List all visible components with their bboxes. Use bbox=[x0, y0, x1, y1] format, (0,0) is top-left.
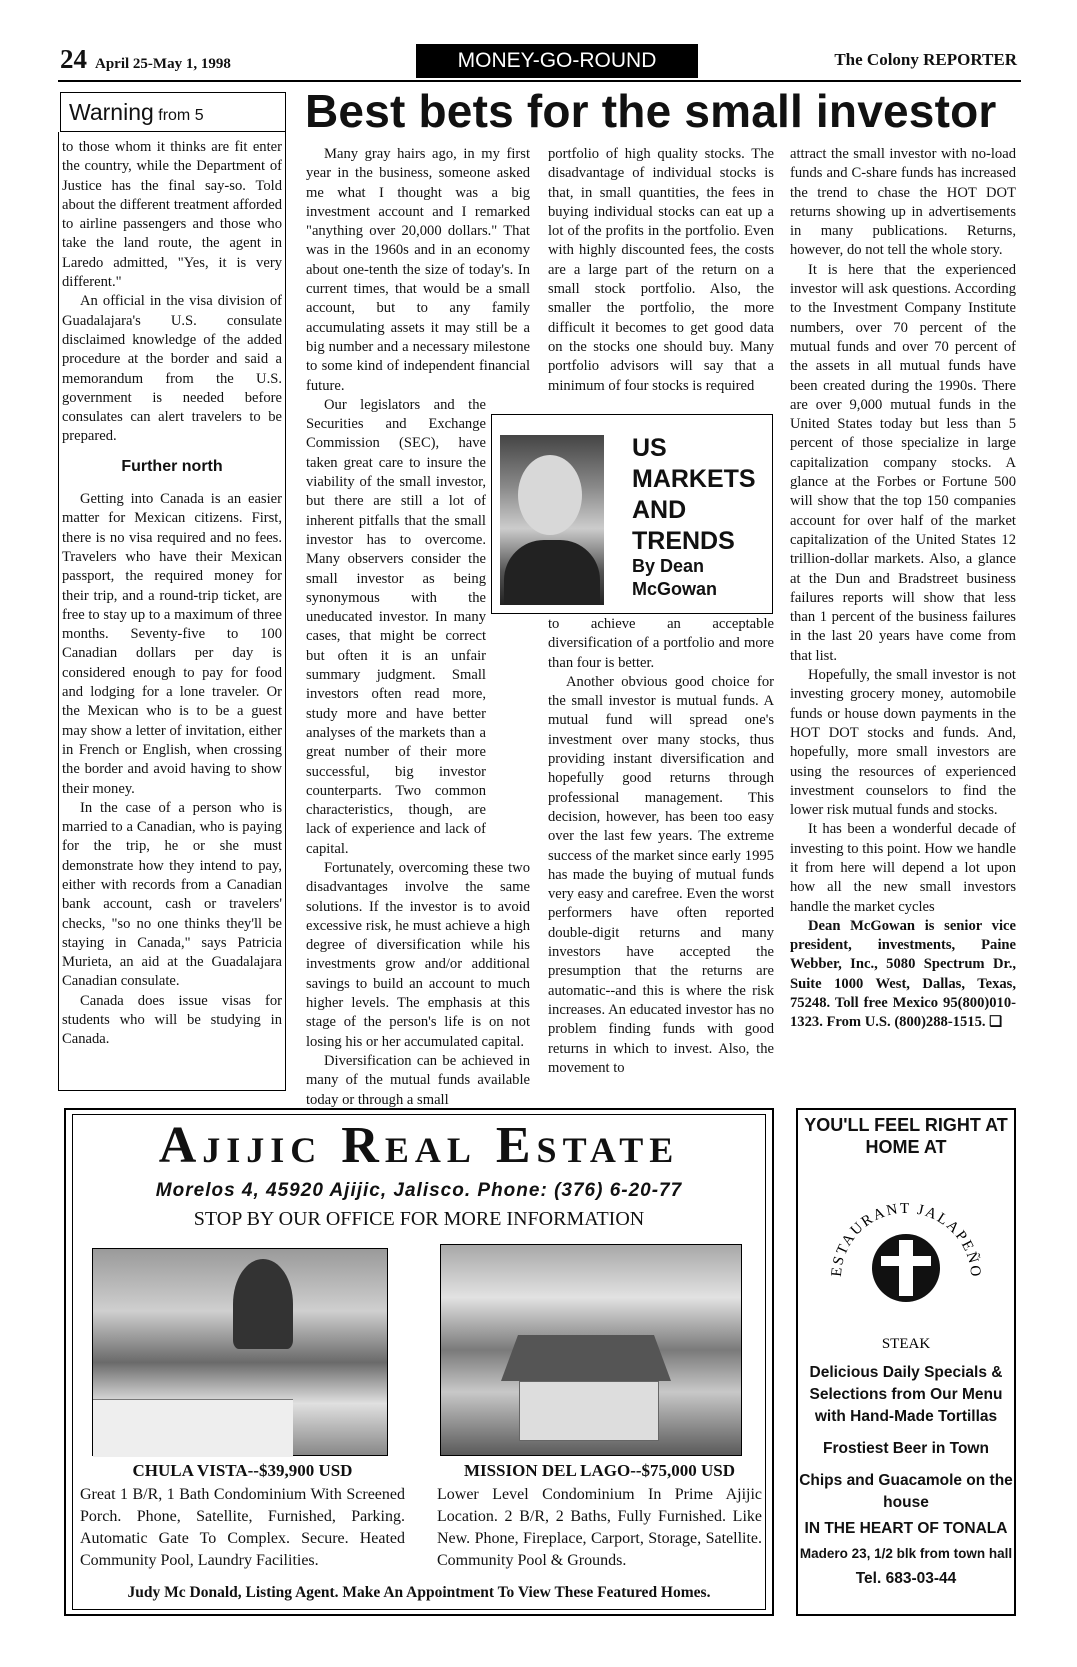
real-estate-footer: Judy Mc Donald, Listing Agent. Make An Appointment To View These Featured Homes. bbox=[127, 1584, 711, 1601]
warning-paragraph: In the case of a person who is married to a Canadian, who is paying for the trip, he or she must demonstrate how they intend to pay, either with records from a Canadian bank account, cash or travelers' checks, "so no one thinks they'll be staying in Canada," says Patricia Murieta, an aid at the Guadalajara Canadian consulate. bbox=[62, 799, 282, 990]
author-photo bbox=[500, 435, 604, 605]
real-estate-cta: STOP BY OUR OFFICE FOR MORE INFORMATION bbox=[193, 1208, 645, 1230]
listing-title: CHULA VISTA--$39,900 USD bbox=[132, 1461, 353, 1480]
warning-column bbox=[62, 138, 282, 1050]
article-paragraph: Fortunately, overcoming these two disadvantages involve the same solutions. If the investor is to avoid excessive risk, he must achieve a high degree of diversification while his investments grow and/or additional savings to build an account to much higher levels. The emphasis at this stage of the person's life is on not losing his or her accumulated capital. bbox=[306, 859, 530, 1050]
listing-title: MISSION DEL LAGO--$75,000 USD bbox=[463, 1461, 736, 1480]
article-column-1 bbox=[306, 145, 530, 1110]
restaurant-beer: Frostiest Beer in Town bbox=[823, 1440, 989, 1457]
restaurant-location-head: IN THE HEART OF TONALA bbox=[804, 1520, 1008, 1537]
mission-del-lago-photo bbox=[440, 1244, 742, 1456]
restaurant-ad bbox=[796, 1108, 1016, 1616]
page-header-left bbox=[60, 44, 231, 75]
article-paragraph: attract the small investor with no-load funds and C-share funds has increased the trend to chase the HOT DOT returns showing up in advertisements in many publications. Returns, however, do not tell the whole story. bbox=[790, 146, 1016, 259]
warning-subhead: Further north bbox=[121, 457, 223, 475]
page-number: 24 bbox=[60, 44, 87, 74]
article-paragraph: Another obvious good choice for the small investor is mutual funds. A mutual fund will spread one's investment over many stocks, thus providing instant diversification and hopefully good returns through professional management. This decision, however, has been too easy over the last few years. The extreme success of the market since early 1995 has made the buying of mutual funds very easy and carefree. Even the worst performers have often reported double-digit returns and many investors have accepted the presumption that the returns are automatic--and this is where the risk increases. An educated investor has no problem finding funds with good returns in which to invest. Also, the movement to bbox=[548, 673, 774, 1076]
restaurant-address: Madero 23, 1/2 blk from town hall bbox=[799, 1546, 1013, 1561]
restaurant-chips: Chips and Guacamole on the house bbox=[799, 1472, 1013, 1511]
real-estate-name: Ajijic Real Estate bbox=[158, 1117, 680, 1174]
end-mark: ❏ bbox=[989, 1014, 1003, 1031]
listing-mission-del-lago bbox=[437, 1460, 762, 1572]
article-paragraph: It is here that the experienced investor will ask questions. According to the Investment Company Institute numbers, over 70 percent of the mutual funds and over 70 percent of the assets in all mutual funds have been created during the 1990s. There are over 9,000 mutual funds in the United States today but less than 5 percent of those specialize in large capitalization company stocks. A glance at the Forbes or Fortune 500 will show that the top 150 companies account for over half of the market capitalization of the United States 12 trillion-dollar markets. Also, a glance at the Dun and Bradstreet business failures reports will show that less than 1 percent of the business failures in the last 20 years have come from that list. bbox=[790, 261, 1016, 664]
real-estate-address: Morelos 4, 45920 Ajijic, Jalisco. Phone: (376) 6-20-77 bbox=[155, 1180, 683, 1201]
article-paragraph: Hopefully, the small investor is not investing grocery money, automobile funds or house down payments in the HOT DOT stocks and funds. And, hopefully, more small investors are using the resources of experienced investment counselors to find the lower risk mutual funds and stocks. bbox=[790, 667, 1016, 819]
column-logo-box bbox=[491, 414, 773, 614]
restaurant-specials: Delicious Daily Specials & Selections from Our Menu with Hand-Made Tortillas bbox=[809, 1364, 1003, 1425]
listing-description: Lower Level Condominium In Prime Ajijic Location. 2 B/R, 2 Baths, Fully Furnished. Like New. Phone, Fireplace, Carport, Storage, Satellite. Community Pool & Grounds. bbox=[437, 1486, 762, 1569]
article-paragraph: to achieve an acceptable diversification of a portfolio and more than four is better. bbox=[548, 616, 774, 671]
warning-from: from 5 bbox=[158, 107, 204, 124]
article-paragraph: Our legislators and the Securities and Exchange Commission (SEC), have taken great care to insure the viability of the small investor, but there are still a lot of inherent pitfalls that the small investor has to overcome. Many observers consider the small investor as being synonymous with the uneducated investor. In many cases, that might be correct but often it is an unfair summary judgment. Small investors often read more, study more and have better analyses of the markets than a great number of their more successful, big investor counterparts. Two common characteristics, though, are lack of experience and lack of capital. bbox=[306, 396, 486, 857]
restaurant-phone: Tel. 683-03-44 bbox=[855, 1570, 957, 1587]
article-headline: Best bets for the small investor bbox=[305, 85, 997, 137]
chula-vista-photo bbox=[92, 1248, 388, 1456]
restaurant-logo bbox=[821, 1168, 991, 1358]
header-rule bbox=[58, 80, 1021, 82]
warning-paragraph: to those whom it thinks are fit enter the country, while the Department of Justice has the final say-so. Told about the different treatment afforded to airline passengers and those who take the land route, the agent in Laredo admitted, "Yes, it is very different." bbox=[62, 139, 282, 291]
article-paragraph: Many gray hairs ago, in my first year in the business, someone asked me what I thought was a big investment account and I remarked "anything over 20,000 dollars." That was in the 1960s and in an economy about one-tenth the size of today's. In current times, that would be a small account, but to any family accumulating assets it may still be a big number and a necessary milestone to some kind of independent financial future. bbox=[306, 146, 530, 394]
column-title: US MARKETS AND TRENDS bbox=[632, 434, 756, 555]
author-bio: Dean McGowan is senior vice president, investments, Paine Webber, Inc., 5080 Spectrum Dr., Suite 1000 West, Dallas, Texas, 75248. Toll free Mexico 95(800)010-1323. From U.S. (800)288-1515. ❏ bbox=[790, 917, 1016, 1031]
article-column-3 bbox=[790, 145, 1016, 1033]
warning-title: Warning bbox=[69, 99, 154, 125]
listing-description: Great 1 B/R, 1 Bath Condominium With Screened Porch. Phone, Satellite, Furnished, Parking. Automatic Gate To Complex. Secure. Heated Community Pool, Laundry Facilities. bbox=[80, 1486, 405, 1569]
column-byline: By Dean McGowan bbox=[632, 556, 718, 599]
issue-date: April 25-May 1, 1998 bbox=[95, 56, 231, 72]
warning-jump-head bbox=[60, 92, 286, 132]
warning-paragraph: An official in the visa division of Guadalajara's U.S. consulate disclaimed knowledge of the added procedure at the border and said a memorandum from the U.S. government is needed before consulates can alert travelers to be prepared. bbox=[62, 293, 282, 445]
section-label: MONEY-GO-ROUND bbox=[416, 44, 698, 78]
restaurant-logo-text: ESTAURANT JALAPEÑO bbox=[828, 1200, 984, 1280]
article-paragraph: It has been a wonderful decade of investing to this point. How we handle it from here will depend a lot upon how all the new small investors handle the market cycles bbox=[790, 821, 1016, 915]
restaurant-headline: YOU'LL FEEL RIGHT AT HOME AT bbox=[804, 1115, 1008, 1157]
listing-chula-vista bbox=[80, 1460, 405, 1572]
article-paragraph: Diversification can be achieved in many of the mutual funds available today or through a small bbox=[306, 1052, 530, 1108]
warning-paragraph: Getting into Canada is an easier matter for Mexican citizens. First, there is no visa required and no fees. Travelers who have their Mexican passport, the required money for their trip, and a round-trip ticket, are free to stay up to a maximum of three months. Seventy-five to 100 Canadian dollars per day is considered enough to pay for food and lodging for a lone traveler. Or the Mexican who is to be a guest may show a letter of invitation, either in French or English, when crossing the border and avoid having to show their money. bbox=[62, 491, 282, 797]
publication-name: The Colony REPORTER bbox=[834, 50, 1017, 69]
warning-paragraph: Canada does issue visas for students who will be studying in Canada. bbox=[62, 992, 282, 1048]
article-paragraph: portfolio of high quality stocks. The disadvantage of individual stocks is that, in small quantities, the fees in buying individual stocks can eat up a lot of the profits in the portfolio. Even with highly discounted fees, the costs are a large part of the return on a small stock portfolio. Also, the smaller the portfolio, the more difficult it becomes to get good data on the stocks one should buy. Many portfolio advisors will say that a minimum of four stocks is required bbox=[548, 146, 774, 394]
restaurant-logo-graphic bbox=[821, 1168, 991, 1358]
restaurant-logo-sub: STEAK bbox=[881, 1336, 931, 1352]
